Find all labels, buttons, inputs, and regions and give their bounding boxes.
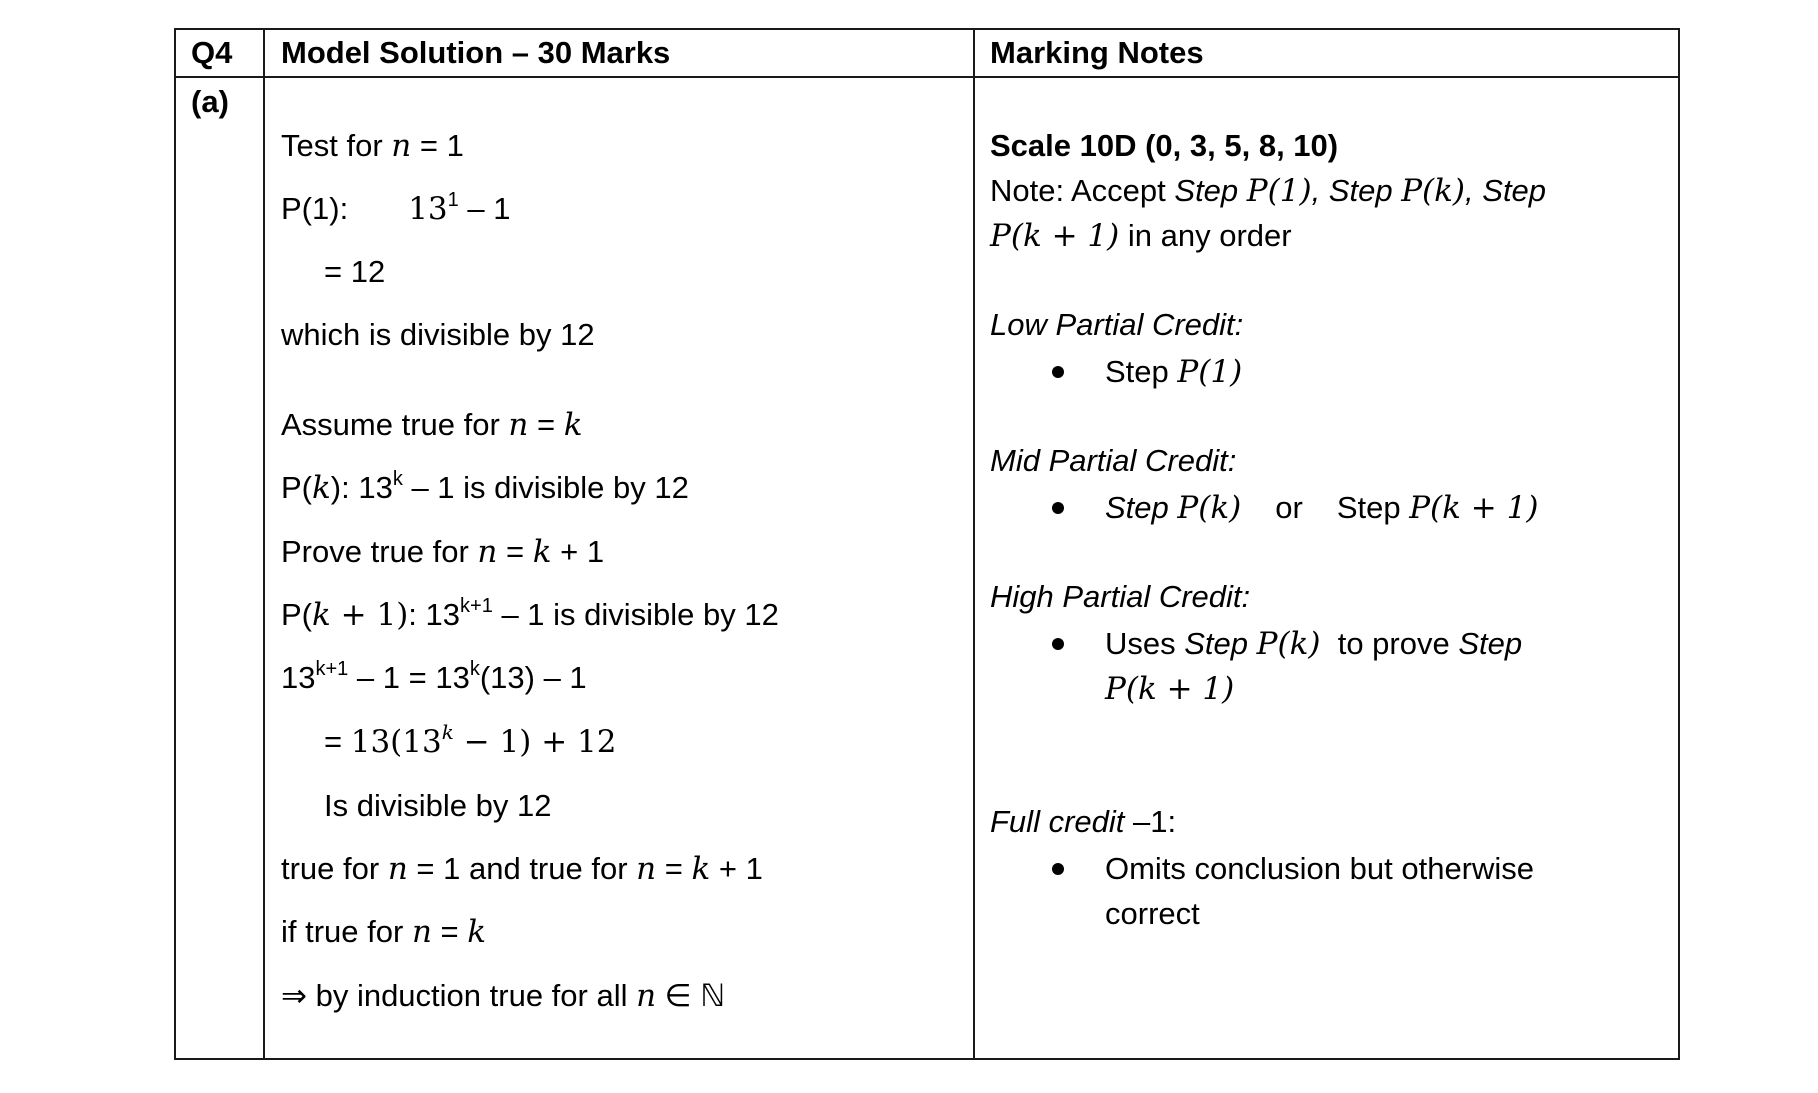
solution-line-7: Prove true for n = k + 1 bbox=[281, 534, 605, 570]
low-partial-credit-item: Step P(1) bbox=[1105, 354, 1243, 390]
mid-partial-credit-item: Step P(k) or Step P(k + 1) bbox=[1105, 490, 1539, 526]
solution-line-6: P(k): 13$^k$ – 1 is divisible by 12 bbox=[281, 467, 689, 506]
note-line-1: Note: Accept Step P(1), Step P(k), Step bbox=[990, 173, 1547, 209]
solution-line-3: = 12 bbox=[324, 254, 386, 289]
scale-heading: Scale 10D (0, 3, 5, 8, 10) bbox=[990, 128, 1339, 163]
note-line-2: P(k + 1) in any order bbox=[990, 218, 1292, 254]
solution-line-11: Is divisible by 12 bbox=[324, 788, 552, 823]
solution-line-9: $13^{k+1} - 1 = 13^k(13) - 1$ bbox=[281, 657, 587, 695]
solution-line-4: which is divisible by 12 bbox=[281, 317, 595, 352]
solution-line-1: Test for n = 1 bbox=[281, 128, 464, 164]
high-partial-credit-heading: High Partial Credit: bbox=[990, 579, 1251, 614]
column-divider-2 bbox=[973, 30, 975, 1058]
header-row-divider bbox=[176, 76, 1678, 78]
solution-column-header: Model Solution – 30 Marks bbox=[281, 35, 671, 70]
high-partial-credit-item: Uses Step P(k) to prove Step bbox=[1105, 626, 1523, 662]
solution-line-13: if true for n = k bbox=[281, 914, 487, 950]
bullet-icon bbox=[1052, 502, 1064, 514]
part-label: (a) bbox=[191, 84, 229, 119]
column-divider-1 bbox=[263, 30, 265, 1058]
question-number: Q4 bbox=[191, 35, 233, 70]
low-partial-credit-heading: Low Partial Credit: bbox=[990, 307, 1244, 342]
solution-line-12: true for n = 1 and true for n = k + 1 bbox=[281, 851, 763, 887]
solution-line-8: P(k + 1): $13^{k+1} - 1$ is divisible by 12 bbox=[281, 594, 779, 633]
full-credit-item: Omits conclusion but otherwise bbox=[1105, 851, 1535, 886]
mid-partial-credit-heading: Mid Partial Credit: bbox=[990, 443, 1237, 478]
full-credit-heading: Full credit –1: bbox=[990, 804, 1177, 839]
solution-line-14: ⇒ by induction true for all n ∈ ℕ bbox=[281, 978, 726, 1014]
bullet-icon bbox=[1052, 638, 1064, 650]
solution-line-5: Assume true for n = k bbox=[281, 407, 583, 443]
solution-line-2: P(1): $13^1 - 1$ bbox=[281, 188, 511, 227]
bullet-icon bbox=[1052, 863, 1064, 875]
bullet-icon bbox=[1052, 366, 1064, 378]
full-credit-item-cont: correct bbox=[1105, 896, 1200, 931]
notes-column-header: Marking Notes bbox=[990, 35, 1204, 70]
high-partial-credit-item-cont: P(k + 1) bbox=[1105, 671, 1235, 707]
solution-line-10: = $13(13^k - 1) + 12$ bbox=[324, 719, 617, 760]
